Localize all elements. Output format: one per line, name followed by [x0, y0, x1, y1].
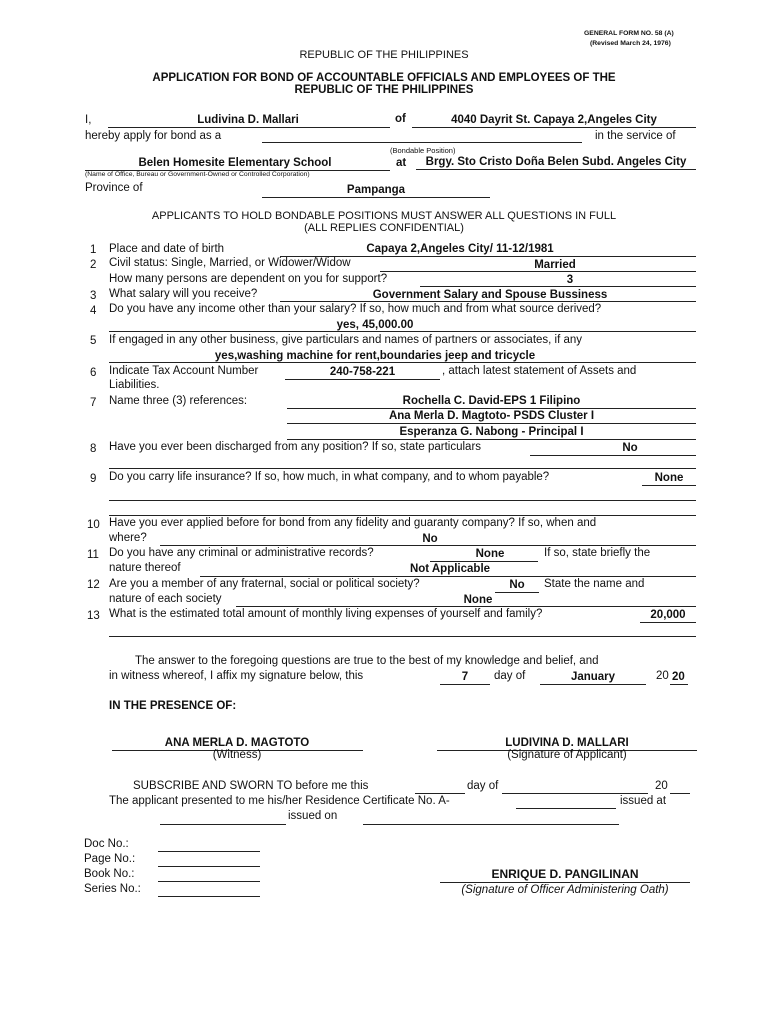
sworn-line1: SUBSCRIBE AND SWORN TO before me this: [133, 780, 369, 792]
witness-name: ANA MERLA D. MAGTOTO: [164, 737, 310, 749]
q13-text: What is the estimated total amount of monthly living expenses of yourself and family?: [109, 608, 543, 620]
issued-on-label: issued on: [288, 810, 338, 822]
issued-on-line: [363, 824, 619, 825]
attest-day-line: [440, 684, 490, 685]
q12-text2: nature of each society: [109, 593, 222, 605]
q7-number: 7: [90, 397, 97, 409]
q7-ref-2: Ana Merla D. Magtoto- PSDS Cluster I: [388, 410, 595, 422]
officer-name: ENRIQUE D. PANGILINAN: [491, 867, 639, 881]
applicant-name-line: [108, 127, 390, 128]
q13-line: [640, 622, 696, 623]
q2-sub-answer: 3: [566, 274, 574, 286]
attest-year-suffix: 20: [672, 671, 685, 683]
q11-text: Do you have any criminal or administrative records?: [109, 547, 374, 559]
at-label: at: [396, 157, 407, 169]
q12-answer2: None: [463, 594, 493, 606]
q6-number: 6: [90, 367, 97, 379]
q10-number: 10: [87, 519, 100, 531]
q10-text2: where?: [109, 532, 147, 544]
q2-sub-line: [420, 286, 696, 287]
q9-line2: [109, 500, 696, 501]
sworn-line2: The applicant presented to me his/her Residence Certificate No. A-: [109, 795, 450, 807]
attest-line2: in witness whereof, I affix my signature below, this: [109, 670, 364, 682]
witness-caption: (Witness): [212, 749, 262, 761]
applicant-signature-name: LUDIVINA D. MALLARI: [505, 737, 629, 749]
form-revised: (Revised March 24, 1976): [590, 40, 671, 47]
attest-month-line: [540, 684, 646, 685]
attest-line1: The answer to the foregoing questions are true to the best of my knowledge and belief, and: [135, 655, 599, 667]
q13-line2: [109, 636, 696, 637]
attest-day: 7: [461, 671, 469, 683]
q8-line2: [109, 468, 696, 469]
issued-at-line: [160, 824, 286, 825]
q6-text2: Liabilities.: [109, 379, 160, 391]
q11-text-b: If so, state briefly the: [544, 547, 651, 559]
form-title-line2: REPUBLIC OF THE PHILIPPINES: [294, 84, 474, 96]
q11-number: 11: [87, 549, 99, 561]
attest-year-prefix: 20: [656, 670, 669, 682]
q5-line: [109, 362, 696, 363]
apply-label: hereby apply for bond as a: [85, 130, 222, 142]
sworn-year: 20: [655, 780, 668, 792]
bondable-position-line: [262, 142, 582, 143]
q8-text: Have you ever been discharged from any position? If so, state particulars: [109, 441, 482, 453]
address-line: [412, 127, 696, 128]
instructions-line2: (ALL REPLIES CONFIDENTIAL): [304, 222, 464, 234]
q10-answer: No: [422, 533, 438, 545]
q3-number: 3: [90, 290, 97, 302]
q8-answer: No: [622, 442, 638, 454]
q2-line: [380, 271, 696, 272]
page-no-line: [158, 866, 260, 867]
office-address-line: [416, 169, 696, 170]
q13-answer: 20,000: [650, 609, 686, 621]
attest-year-line: [670, 684, 688, 685]
q9-text: Do you carry life insurance? If so, how much, in what company, and to whom payable?: [109, 471, 550, 483]
office-field: Belen Homesite Elementary School: [138, 157, 332, 169]
office-address-field: Brgy. Sto Cristo Doña Belen Subd. Angeles City: [425, 156, 687, 168]
page-no-label: Page No.:: [84, 853, 136, 865]
i-label: I,: [85, 114, 92, 126]
q1-number: 1: [90, 244, 97, 256]
of-label: of: [395, 113, 406, 125]
q8-line: [530, 455, 696, 456]
q5-answer: yes,washing machine for rent,boundaries jeep and tricycle: [214, 350, 536, 362]
q7-ref-1: Rochella C. David-EPS 1 Filipino: [402, 395, 581, 407]
q4-number: 4: [90, 305, 97, 317]
q6-after-text: , attach latest statement of Assets and: [442, 365, 637, 377]
series-no-line: [158, 896, 260, 897]
q12-text-b: State the name and: [544, 578, 645, 590]
applicant-name-field: Ludivina D. Mallari: [197, 114, 299, 126]
officer-caption: (Signature of Officer Administering Oath): [461, 884, 669, 896]
series-no-label: Series No.:: [84, 883, 141, 895]
doc-no-label: Doc No.:: [84, 838, 129, 850]
q1-answer: Capaya 2,Angeles City/ 11-12/1981: [366, 243, 554, 255]
doc-no-line: [158, 851, 260, 852]
q4-answer: yes, 45,000.00: [336, 319, 414, 331]
instructions-line1: APPLICANTS TO HOLD BONDABLE POSITIONS MUST ANSWER ALL QUESTIONS IN FULL: [151, 210, 617, 222]
q9-answer: None: [654, 472, 684, 484]
issued-at-label: issued at: [620, 795, 667, 807]
q2-answer: Married: [534, 259, 576, 271]
q2-text: Civil status: Single, Married, or Widower/Widow: [109, 257, 351, 269]
q7-ref-2-line: [287, 423, 696, 424]
q6-line: [285, 379, 440, 380]
q11-answer2: Not Applicable: [409, 563, 491, 575]
q2-number: 2: [90, 259, 97, 271]
address-field: 4040 Dayrit St. Capaya 2,Angeles City: [451, 114, 657, 126]
form-title-line1: APPLICATION FOR BOND OF ACCOUNTABLE OFFICIALS AND EMPLOYEES OF THE: [152, 72, 616, 84]
q5-text: If engaged in any other business, give particulars and names of partners or associates, if any: [109, 334, 583, 346]
q11-answer: None: [475, 548, 505, 560]
q5-number: 5: [90, 335, 97, 347]
q7-text: Name three (3) references:: [109, 395, 248, 407]
applicant-signature-caption: (Signature of Applicant): [507, 749, 627, 761]
q3-text: What salary will you receive?: [109, 288, 258, 300]
sworn-year-line: [670, 793, 690, 794]
q12-answer: No: [509, 579, 525, 591]
office-caption: (Name of Office, Bureau or Government-Owned or Controlled Corporation): [85, 171, 310, 178]
presence-label: IN THE PRESENCE OF:: [109, 700, 237, 712]
republic-heading: REPUBLIC OF THE PHILIPPINES: [299, 49, 469, 61]
cert-number-line: [516, 808, 616, 809]
q10-text: Have you ever applied before for bond from any fidelity and guaranty company? If so, when and: [109, 517, 597, 529]
attest-month: January: [570, 671, 616, 683]
sworn-day-of: day of: [467, 780, 499, 792]
book-no-label: Book No.:: [84, 868, 135, 880]
q4-text: Do you have any income other than your salary? If so, how much and from what source derived?: [109, 303, 602, 315]
q6-text: Indicate Tax Account Number: [109, 365, 259, 377]
q1-text: Place and date of birth: [109, 243, 225, 255]
form-code: GENERAL FORM NO. 58 (A): [584, 30, 674, 37]
q13-number: 13: [87, 610, 100, 622]
q9-line: [642, 485, 696, 486]
province-field: Pampanga: [346, 184, 406, 196]
q6-answer: 240-758-221: [329, 366, 396, 378]
province-line: [262, 197, 490, 198]
q8-number: 8: [90, 443, 97, 455]
bondable-caption: (Bondable Position): [390, 146, 456, 155]
q12-text: Are you a member of any fraternal, social or political society?: [109, 578, 420, 590]
q2-sub-text: How many persons are dependent on you for support?: [109, 273, 388, 285]
q4-line: [109, 331, 696, 332]
service-label: in the service of: [595, 130, 676, 142]
q9-number: 9: [90, 473, 97, 485]
book-no-line: [158, 881, 260, 882]
q7-ref-3: Esperanza G. Nabong - Principal I: [399, 426, 584, 438]
q11-text2: nature thereof: [109, 562, 181, 574]
q3-answer: Government Salary and Spouse Bussiness: [372, 289, 608, 301]
q12-number: 12: [87, 579, 100, 591]
province-label: Province of: [85, 182, 143, 194]
attest-day-of: day of: [494, 670, 526, 682]
